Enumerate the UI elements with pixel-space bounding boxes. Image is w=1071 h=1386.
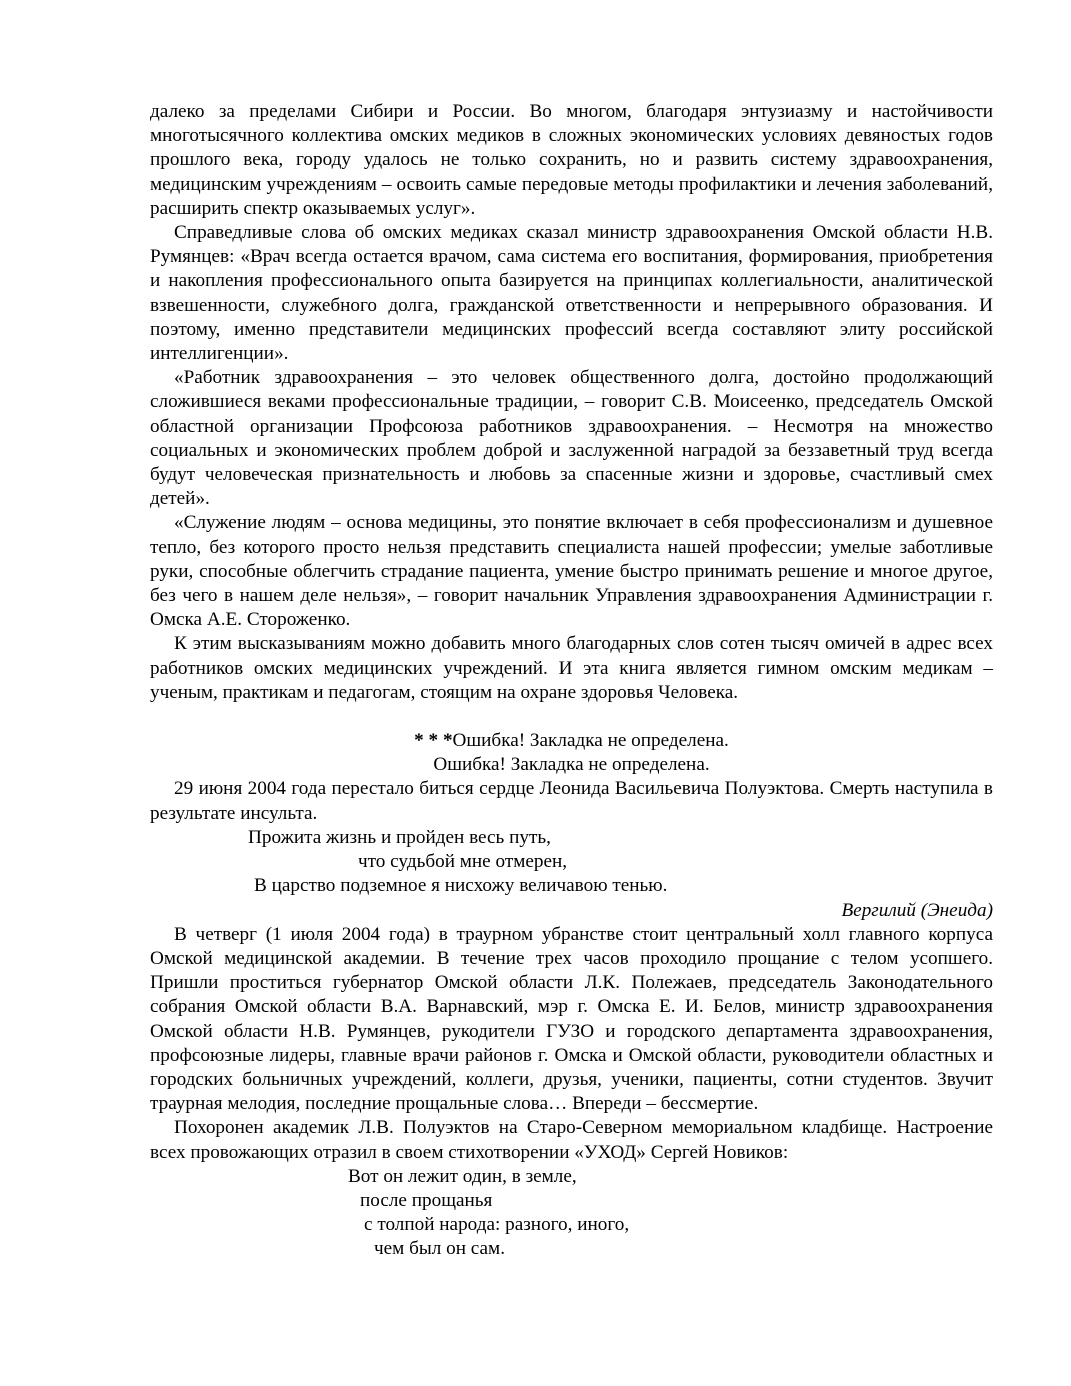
paragraph-gratitude: К этим высказываниям можно добавить много благодарных слов сотен тысяч омичей в адрес всех работников омских медицинских учреждений. И эта книга является гимном омским медикам – ученым, практикам и педагогам, стоящим на охране здоровья Человека.: [150, 633, 993, 703]
paragraph-funeral: В четверг (1 июля 2004 года) в траурном убранстве стоит центральный холл главного корпуса Омской медицинской академии. В течение трех часов проходило прощание с телом усопшего. Пришли проститься губернатор Омской области Л.К. Полежаев, председатель Законодательного собрания Омской области В.А. Варнавский, мэр г. Омска Е. И. Белов, министр здравоохранения Омской области Н.В. Румянцев, рукодители ГУЗО и городского департамента здравоохранения, профсоюзные лидеры, главные врачи районов г. Омска и Омской области, руководители областных и городских больничных учреждений, коллеги, друзья, ученики, пациенты, сотни студентов. Звучит траурная мелодия, последние прощальные слова… Впереди – бессмертие.: [150, 923, 993, 1115]
bookmark-error-2: Ошибка! Закладка не определена.: [433, 754, 710, 776]
poem1-attribution: Вергилий (Энеида): [841, 899, 993, 921]
poem2-line-3: с толпой народа: разного, иного,: [364, 1214, 630, 1236]
paragraph-continuation: далеко за пределами Сибири и России. Во многом, благодаря энтузиазму и настойчивости многотысячного коллектива омских медиков в сложных экономических условиях девяностых годов прошлого века, городу удалось не только сохранить, но и развить систему здравоохранения, медицинским учреждениям – освоить самые передовые методы профилактики и лечения заболеваний, расширить спектр оказываемых услуг».: [150, 101, 993, 219]
paragraph-burial: Похоронен академик Л.В. Полуэктов на Старо-Северном мемориальном кладбище. Настроение всех провожающих отразил в своем стихотворении «УХОД» Сергей Новиков:: [150, 1117, 993, 1163]
poem2-line-1: Вот он лежит один, в земле,: [348, 1165, 577, 1187]
paragraph-moiseenko-quote: «Работник здравоохранения – это человек общественного долга, достойно продолжающий сложившиеся веками профессиональные традиции, – говорит С.В. Моисеенко, председатель Омской областной организации Профсоюза работников здравоохранения. – Несмотря на множество социальных и экономических проблем доброй и заслуженной наградой за беззаветный труд всегда будут человеческая признательность и любовь за спасенные жизни и здоровье, счастливый смех детей».: [150, 367, 993, 510]
section-gap: [150, 705, 993, 729]
bookmark-error-1: Ошибка! Закладка не определена.: [452, 730, 729, 752]
poem2-line-4: чем был он сам.: [374, 1238, 505, 1260]
paragraph-death: 29 июня 2004 года перестало биться сердце Леонида Васильевича Полуэктова. Смерть наступила в результате инсульта.: [150, 778, 993, 824]
poem1-line-1: Прожита жизнь и пройден весь путь,: [248, 826, 551, 848]
poem1-line-3: В царство подземное я нисхожу величавою тенью.: [254, 875, 668, 897]
document-page: [150, 100, 993, 1262]
poem2-line-2: после прощанья: [360, 1189, 493, 1211]
paragraph-rumyantsev-quote: Справедливые слова об омских медиках сказал министр здравоохранения Омской области Н.В. Румянцев: «Врач всегда остается врачом, сама система его воспитания, формирования, приобретения и накопления профессионального опыта базируется на принципах коллегиальности, аналитической взвешенности, служебного долга, гражданской ответственности и непрерывного образования. И поэтому, именно представители медицинских профессий всегда составляют элиту российской интеллигенции».: [150, 222, 993, 365]
paragraph-storozhenko-quote: «Служение людям – основа медицины, это понятие включает в себя профессионализм и душевное тепло, без которого просто нельзя представить специалиста нашей профессии; умелые заботливые руки, способные облегчить страдание пациента, умение быстро принимать решение и многое другое, без чего в нашем деле нельзя», – говорит начальник Управления здравоохранения Администрации г. Омска А.Е. Стороженко.: [150, 512, 993, 631]
poem1-line-2: что судьбой мне отмерен,: [358, 851, 568, 873]
section-separator: [150, 729, 993, 753]
separator-stars: * * *: [414, 730, 453, 752]
